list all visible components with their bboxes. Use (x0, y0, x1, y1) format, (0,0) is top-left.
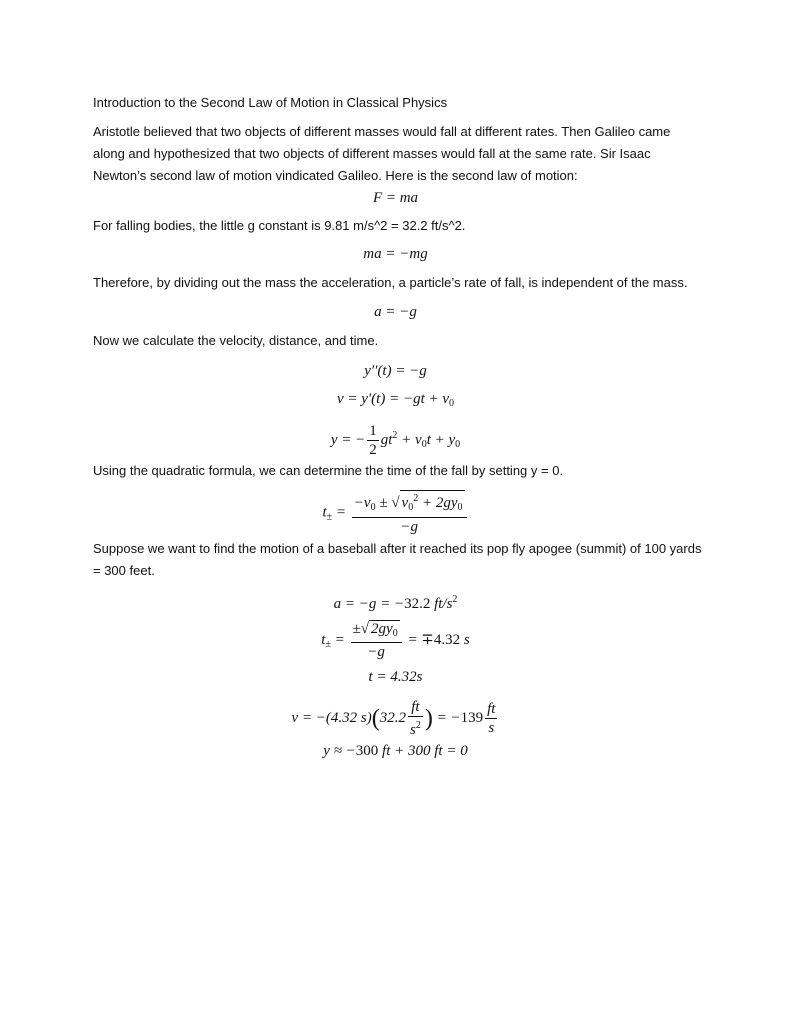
paragraph-mass-independence: Therefore, by dividing out the mass the acceleration, a particle’s rate of fall, is independent of the mass. (93, 275, 688, 290)
paragraph-calculation-intro: Now we calculate the velocity, distance, and time. (93, 333, 379, 348)
paragraph-baseball: Suppose we want to find the motion of a baseball after it reached its pop fly apogee (summit) of 100 yards = 300 feet. (93, 541, 702, 578)
g-imperial-value: 32.2 (404, 596, 431, 612)
height-value: 300 (355, 743, 379, 759)
equation-baseball-time: $t_\pm$ = $\frac{\pm√ 2gy_0}{-g}$ = ∓4.32 s (321, 621, 470, 661)
paragraph-intro: Aristotle believed that two objects of different masses would fall at different rates. Then Galileo came along and hypothesized that two objects of different masses would fall at the same rate. Sir Isaac Newton’s second law of motion vindicated Galileo. Here is the second law of motion: (93, 124, 671, 183)
paragraph-quadratic: Using the quadratic formula, we can determine the time of the fall by setting y = 0. (93, 463, 564, 478)
equation-velocity: $v = y'(t) = -gt + v_0$ (336, 391, 455, 409)
equation-baseball-velocity: v = −(4.32 s)(32.2 $\frac{ft}{s^2}$ ) = −139 $\frac{ft}{s}$ (291, 699, 496, 739)
final-speed-value: 139 (460, 710, 484, 726)
equation-position: y = − $\frac{1}{2}$ $gt^2 + v_0t + y_0$ (330, 423, 461, 459)
equation-baseball-t: t = 4.32s (368, 669, 423, 685)
equation-second-derivative: y′′(t) = −g (364, 363, 427, 379)
equation-force-balance: ma = −mg (363, 246, 428, 262)
paragraph-gravity-constant: For falling bodies, the little g constant is 9.81 m/s^2 = 32.2 ft/s^2. (93, 218, 466, 233)
document-title: Introduction to the Second Law of Motion in Classical Physics (93, 95, 448, 110)
equation-baseball-acceleration: a = −g = −32.2 $ft/s^2$ (333, 594, 458, 612)
equation-newton-second-law: F = ma (372, 190, 419, 206)
equation-quadratic-time: $t_\pm$ = $\frac{-v_0 \pm √ v_0^2 + 2gy_0}{-g}$ (0, 490, 791, 530)
equation-baseball-position: y ≈ −300 ft + 300 ft = 0 (323, 743, 468, 759)
fall-time-value: 4.32 (433, 632, 461, 648)
equation-acceleration: a = −g (374, 304, 417, 320)
